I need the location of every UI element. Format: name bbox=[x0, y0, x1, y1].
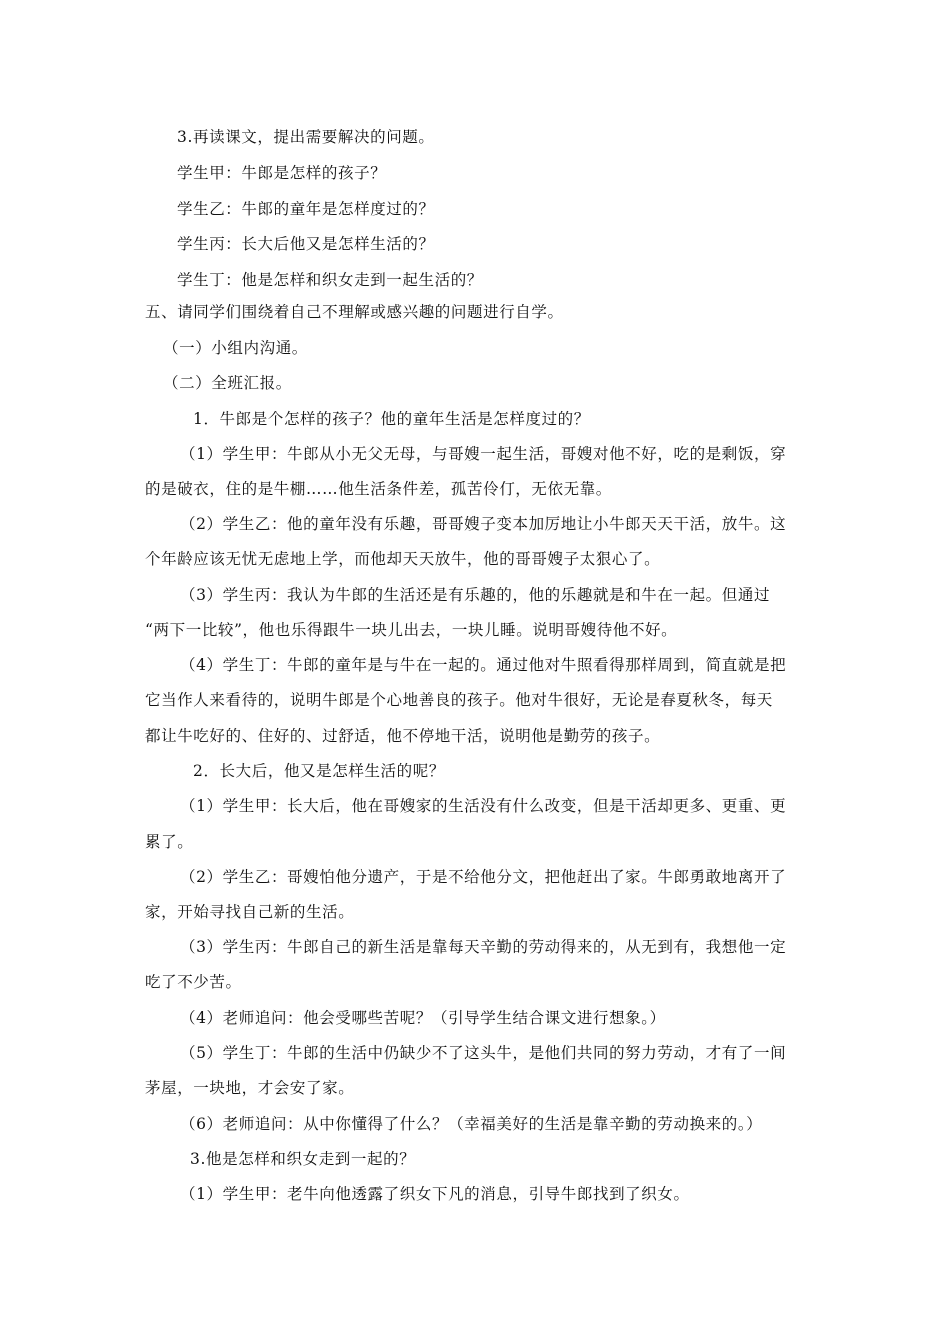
item-1-answer-1-line-2: 的是破衣，住的是牛棚……他生活条件差，孤苦伶仃，无依无靠。 bbox=[145, 480, 612, 498]
item-3-answer-1: （1）学生甲：老牛向他透露了织女下凡的消息，引导牛郎找到了织女。 bbox=[180, 1185, 690, 1203]
subsection-1-heading: （一）小组内沟通。 bbox=[163, 339, 308, 357]
item-2-answer-1-line-2: 累了。 bbox=[145, 833, 194, 851]
item-2-answer-2-line-1: （2）学生乙：哥嫂怕他分遗产，于是不给他分文，把他赶出了家。牛郎勇敢地离开了 bbox=[180, 868, 787, 886]
item-2-answer-3-line-2: 吃了不少苦。 bbox=[145, 973, 242, 991]
item-1-answer-4-line-2: 它当作人来看待的，说明牛郎是个心地善良的孩子。他对牛很好，无论是春夏秋冬，每天 bbox=[145, 691, 773, 709]
item-1-answer-3-line-2: “两下一比较”，他也乐得跟牛一块儿出去，一块儿睡。说明哥嫂待他不好。 bbox=[145, 621, 678, 639]
item-2-answer-5-line-1: （5）学生丁：牛郎的生活中仍缺少不了这头牛，是他们共同的努力劳动，才有了一间 bbox=[180, 1044, 787, 1062]
item-3-heading: 3.他是怎样和织女走到一起的？ bbox=[190, 1150, 416, 1168]
item-1-answer-4-line-1: （4）学生丁：牛郎的童年是与牛在一起的。通过他对牛照看得那样周到，简直就是把 bbox=[180, 656, 787, 674]
step-3-heading: 3.再读课文，提出需要解决的问题。 bbox=[177, 128, 435, 146]
item-2-answer-2-line-2: 家，开始寻找自己新的生活。 bbox=[145, 903, 355, 921]
section-5-heading: 五、请同学们围绕着自己不理解或感兴趣的问题进行自学。 bbox=[145, 303, 564, 321]
student-d-question: 学生丁：他是怎样和织女走到一起生活的？ bbox=[177, 271, 483, 289]
subsection-2-heading: （二）全班汇报。 bbox=[163, 374, 292, 392]
item-1-answer-4-line-3: 都让牛吃好的、住好的、过舒适，他不停地干活，说明他是勤劳的孩子。 bbox=[145, 727, 661, 745]
item-2-answer-3-line-1: （3）学生丙：牛郎自己的新生活是靠每天辛勤的劳动得来的，从无到有，我想他一定 bbox=[180, 938, 787, 956]
student-c-question: 学生丙：长大后他又是怎样生活的？ bbox=[177, 235, 435, 253]
item-2-answer-4: （4）老师追问：他会受哪些苦呢？（引导学生结合课文进行想象。） bbox=[180, 1009, 666, 1027]
item-1-answer-2-line-2: 个年龄应该无忧无虑地上学，而他却天天放牛，他的哥哥嫂子太狠心了。 bbox=[145, 550, 661, 568]
student-b-question: 学生乙：牛郎的童年是怎样度过的？ bbox=[177, 200, 435, 218]
item-2-answer-6: （6）老师追问：从中你懂得了什么？（幸福美好的生活是靠辛勤的劳动换来的。） bbox=[180, 1115, 763, 1133]
item-1-answer-1-line-1: （1）学生甲：牛郎从小无父无母，与哥嫂一起生活，哥嫂对他不好，吃的是剩饭，穿 bbox=[180, 445, 787, 463]
item-2-answer-1-line-1: （1）学生甲：长大后，他在哥嫂家的生活没有什么改变，但是干活却更多、更重、更 bbox=[180, 797, 787, 815]
student-a-question: 学生甲：牛郎是怎样的孩子？ bbox=[177, 164, 387, 182]
item-2-heading: 2．长大后，他又是怎样生活的呢？ bbox=[193, 762, 445, 780]
item-1-answer-2-line-1: （2）学生乙：他的童年没有乐趣，哥哥嫂子变本加厉地让小牛郎天天干活，放牛。这 bbox=[180, 515, 787, 533]
item-2-answer-5-line-2: 茅屋，一块地，才会安了家。 bbox=[145, 1079, 355, 1097]
item-1-heading: 1．牛郎是个怎样的孩子？他的童年生活是怎样度过的？ bbox=[193, 410, 590, 428]
item-1-answer-3-line-1: （3）学生丙：我认为牛郎的生活还是有乐趣的，他的乐趣就是和牛在一起。但通过 bbox=[180, 586, 771, 604]
